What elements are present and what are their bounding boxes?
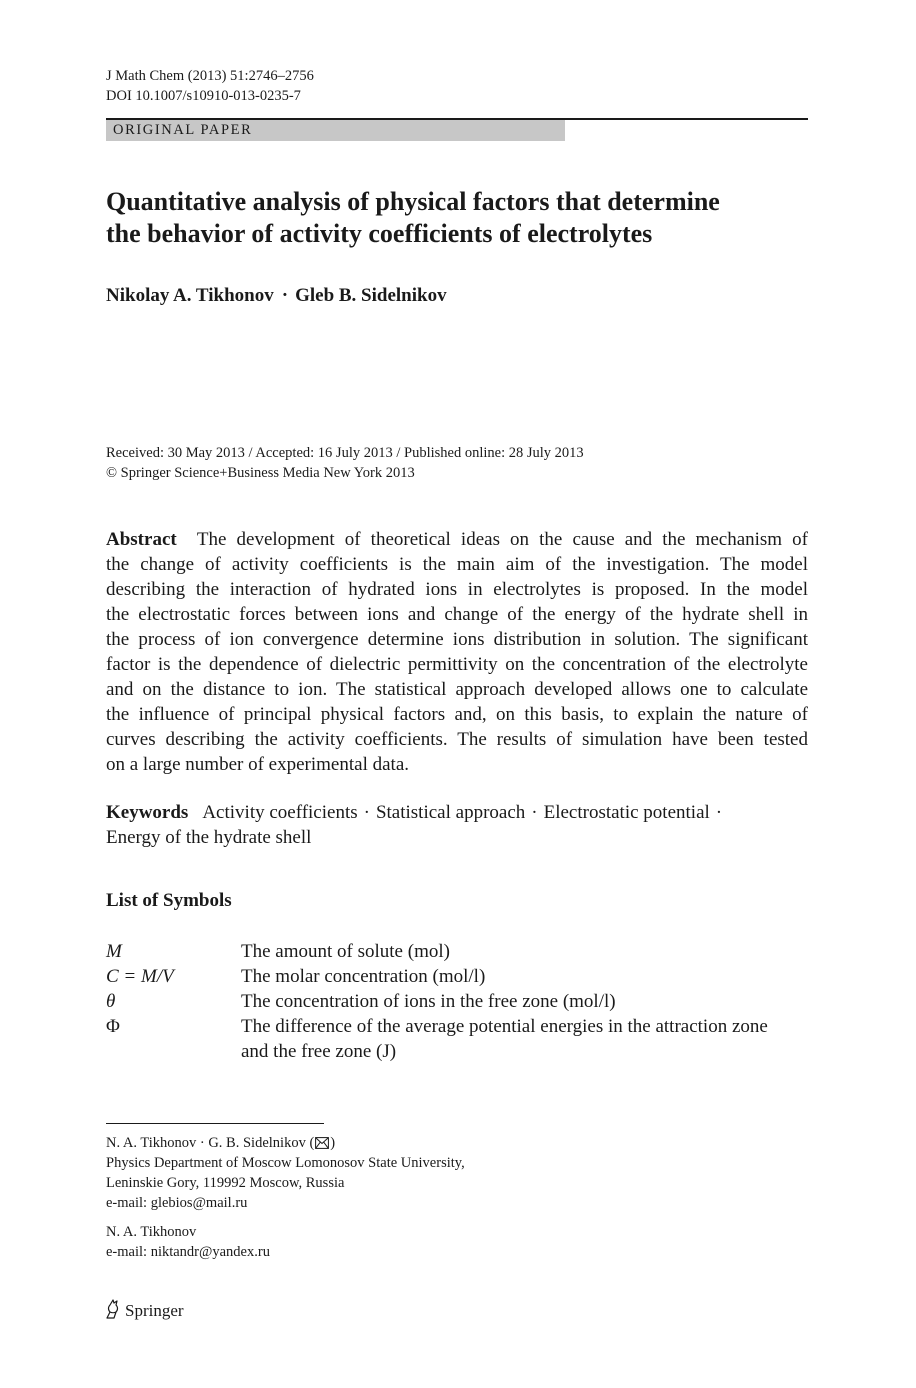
abstract-line: and on the distance to ion. The statistical approach developed allows one to calculate (106, 679, 808, 700)
symbol: C = M/V (106, 966, 174, 987)
symbols-heading: List of Symbols (106, 890, 232, 911)
symbol: Φ (106, 1016, 120, 1037)
abstract (106, 527, 808, 777)
abstract-line: curves describing the activity coefficients. The results of simulation have been tested (106, 729, 808, 750)
footnote-address: Leninskie Gory, 119992 Moscow, Russia (106, 1175, 345, 1191)
abstract-line (106, 527, 808, 552)
footnote-rule (106, 1123, 324, 1124)
footnote-email-2: e-mail: niktandr@yandex.ru (106, 1244, 270, 1260)
symbol-row (106, 1014, 808, 1064)
symbols-list (106, 939, 808, 1064)
symbol-description-text: The amount of solute (mol) (241, 941, 450, 962)
symbol: θ (106, 991, 116, 1012)
abstract-line: the influence of principal physical factors and, on this basis, to explain the nature of (106, 704, 808, 725)
journal-citation: J Math Chem (2013) 51:2746–2756 (106, 68, 314, 84)
symbol-row (106, 964, 808, 989)
keyword-separator: · (363, 802, 370, 823)
keyword: Energy of the hydrate shell (106, 827, 312, 848)
footnote-authors-close: ) (330, 1135, 336, 1151)
symbol: M (106, 941, 122, 962)
abstract-line: the process of ion convergence determine ions distribution in solution. The significant (106, 629, 808, 650)
symbol-row (106, 939, 808, 964)
paper-title (106, 186, 808, 250)
abstract-line: the electrostatic forces between ions and change of the energy of the hydrate shell in (106, 604, 808, 625)
symbol-description (241, 964, 808, 989)
abstract-line: factor is the dependence of dielectric permittivity on the concentration of the electrolyte (106, 654, 808, 675)
keyword-separator: · (715, 802, 723, 823)
keywords (106, 800, 808, 850)
keyword-separator: · (531, 802, 538, 823)
author-2: Gleb B. Sidelnikov (295, 285, 447, 306)
symbol-description-text: The molar concentration (mol/l) (241, 966, 486, 987)
author-separator: · (281, 285, 289, 306)
author-1: Nikolay A. Tikhonov (106, 285, 274, 306)
keywords-label: Keywords (106, 802, 189, 823)
abstract-line: on a large number of experimental data. (106, 754, 409, 775)
symbol-description (241, 939, 808, 964)
footnote-authors (106, 1134, 335, 1152)
footnote-email: e-mail: glebios@mail.ru (106, 1195, 248, 1211)
springer-horse-icon (104, 1298, 122, 1320)
author-list (106, 284, 447, 308)
springer-logo (104, 1298, 184, 1322)
journal-doi: DOI 10.1007/s10910-013-0235-7 (106, 88, 301, 104)
footnote-department: Physics Department of Moscow Lomonosov State University, (106, 1155, 465, 1171)
publisher-name: Springer (125, 1301, 184, 1320)
keyword: Statistical approach (375, 802, 526, 823)
copyright-notice: © Springer Science+Business Media New York 2013 (106, 465, 415, 481)
publication-history: Received: 30 May 2013 / Accepted: 16 July 2013 / Published online: 28 July 2013 (106, 445, 584, 461)
symbol-description-text: and the free zone (J) (241, 1041, 397, 1062)
title-line-2: the behavior of activity coefficients of electrolytes (106, 219, 653, 248)
keywords-line-1 (106, 800, 808, 825)
paper-type-label: ORIGINAL PAPER (113, 122, 253, 138)
symbol-description-text: The difference of the average potential energies in the attraction zone (241, 1016, 768, 1037)
title-line-1: Quantitative analysis of physical factors that determine (106, 187, 720, 216)
footnote-author-2: N. A. Tikhonov (106, 1224, 197, 1240)
footnote-authors-text: N. A. Tikhonov · G. B. Sidelnikov ( (106, 1135, 315, 1151)
keywords-line-2 (106, 825, 808, 850)
symbol-description-text: The concentration of ions in the free zone (mol/l) (241, 991, 616, 1012)
envelope-icon (315, 1137, 329, 1149)
symbol-description (241, 1014, 808, 1064)
keyword: Electrostatic potential (543, 802, 710, 823)
abstract-line: describing the interaction of hydrated ions in electrolytes is proposed. In the model (106, 579, 808, 600)
keyword: Activity coefficients (202, 802, 358, 823)
symbol-description (241, 989, 808, 1014)
abstract-label: Abstract (106, 529, 177, 550)
abstract-text-0: The development of theoretical ideas on the cause and the mechanism of (196, 529, 809, 550)
abstract-line: the change of activity coefficients is the main aim of the investigation. The model (106, 554, 808, 575)
symbol-row (106, 989, 808, 1014)
